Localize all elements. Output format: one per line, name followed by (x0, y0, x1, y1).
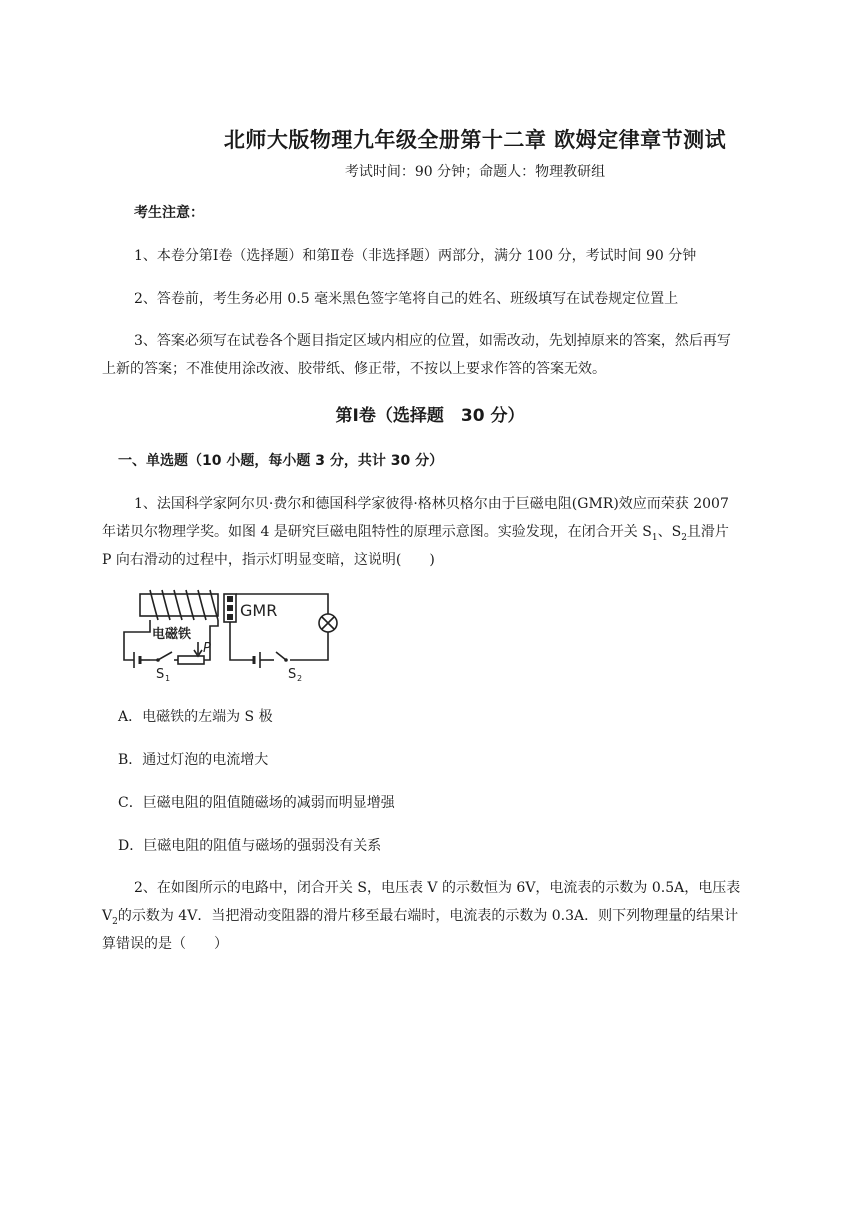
notice-item-1: 1、本卷分第Ⅰ卷（选择题）和第Ⅱ卷（非选择题）两部分，满分 100 分，考试时间 90 分钟 (134, 248, 697, 264)
q1-circuit-figure (110, 586, 360, 686)
figure-label-p: P (203, 641, 211, 656)
q1-option-b[interactable]: B．通过灯泡的电流增大 (118, 752, 269, 768)
figure-label-s2-sub: 2 (297, 674, 303, 683)
q2-line2-text-a: V (102, 908, 113, 924)
q1-line1: 1、法国科学家阿尔贝·费尔和德国科学家彼得·格林贝格尔由于巨磁电阻(GMR)效应而荣获 2007 (134, 496, 729, 512)
figure-label-s1-sub: 1 (165, 674, 171, 683)
section-title: 第Ⅰ卷（选择题 30 分） (335, 406, 525, 426)
q1-line3: P 向右滑动的过程中，指示灯明显变暗，这说明( ) (102, 552, 435, 568)
q1-option-c[interactable]: C．巨磁电阻的阻值随磁场的减弱而明显增强 (118, 795, 395, 811)
q2-line2-text-b: 的示数为 4V．当把滑动变阻器的滑片移至最右端时，电流表的示数为 0.3A．则下列物理量的结果计 (117, 908, 739, 924)
figure-label-s2: S (288, 667, 297, 682)
figure-label-gmr: GMR (240, 601, 278, 620)
exam-title: 北师大版物理九年级全册第十二章 欧姆定律章节测试 (223, 128, 727, 152)
q1-line2-text-b: 、S (657, 524, 682, 540)
q2-line3: 算错误的是（ ） (102, 936, 228, 952)
q1-option-d[interactable]: D．巨磁电阻的阻值与磁场的强弱没有关系 (118, 838, 382, 854)
q2-line2-sub: 2 (112, 916, 118, 927)
notice-heading: 考生注意： (134, 205, 204, 221)
q1-line2-sub2: 2 (681, 532, 687, 543)
notice-item-2: 2、答卷前，考生务必用 0.5 毫米黑色签字笔将自己的姓名、班级填写在试卷规定位置上 (134, 291, 679, 307)
figure-label-magnet: 电磁铁 (152, 627, 192, 642)
exam-subtitle: 考试时间：90 分钟；命题人：物理教研组 (344, 164, 606, 180)
q1-line2-text-c: 且滑片 (686, 524, 729, 540)
figure-label-s1: S (156, 667, 165, 682)
q1-option-a[interactable]: A．电磁铁的左端为 S 极 (118, 709, 273, 725)
q1-line2-sub1: 1 (651, 532, 658, 543)
q2-line1: 2、在如图所示的电路中，闭合开关 S，电压表 V 的示数恒为 6V，电流表的示数为 0.5A，电压表 (134, 880, 741, 896)
notice-item-3-line1: 3、答案必须写在试卷各个题目指定区域内相应的位置，如需改动，先划掉原来的答案，然后再写 (134, 333, 731, 349)
q1-line2-text-a: 年诺贝尔物理学奖。如图 4 是研究巨磁电阻特性的原理示意图。实验发现，在闭合开关 S (102, 524, 652, 540)
notice-item-3-line2: 上新的答案；不准使用涂改液、胶带纸、修正带，不按以上要求作答的答案无效。 (102, 361, 606, 377)
part-heading: 一、单选题（10 小题，每小题 3 分，共计 30 分） (118, 453, 444, 469)
